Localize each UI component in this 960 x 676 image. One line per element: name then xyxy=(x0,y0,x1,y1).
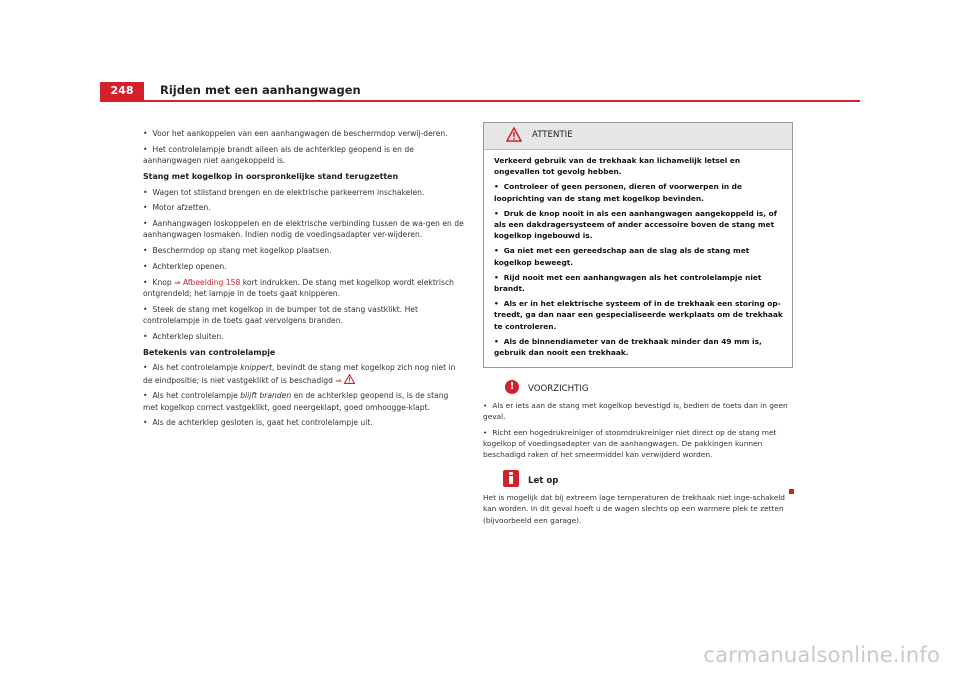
left-column xyxy=(143,128,465,433)
caution-header xyxy=(483,378,793,400)
note-text: Het is mogelijk dat bij extreem lage temperaturen de trekhaak niet inge-schakeld kan worden. In dit geval hoeft u de wagen slechts op een warmere plek te zetten (bijvoorbeeld een garage). xyxy=(483,493,786,525)
attention-intro: Verkeerd gebruik van de trekhaak kan lichamelijk letsel en ongevallen tot gevolg hebben. xyxy=(494,156,741,177)
list-item xyxy=(143,362,465,385)
attention-body xyxy=(484,150,792,367)
page-number: 248 xyxy=(110,84,134,97)
attention-title: ATTENTIE xyxy=(532,130,573,140)
caution-title: VOORZICHTIG xyxy=(528,384,589,395)
list-item-text: Als het controlelampje xyxy=(152,391,241,401)
emphasis-text: knippert xyxy=(240,363,272,373)
list-item: • Controleer of geen personen, dieren of voorwerpen in de looprichting van de stang met kogelkop bevinden. xyxy=(494,181,784,203)
emphasis-text: blijft branden xyxy=(240,391,292,401)
figure-link[interactable]: ⇒ Afbeelding 158 xyxy=(174,277,241,287)
list-item: • Druk de knop nooit in als een aanhangwagen aangekoppeld is, of als een dakdragersysteem of ander accessoire boven de stang met kogelkop ingebouwd is. xyxy=(494,208,784,242)
list-item xyxy=(143,277,465,299)
list-item-text: , bevindt de stang met kogelkop zich nog niet in de eindpositie; is niet vastgeklikt of is beschadigd xyxy=(143,363,456,385)
section-heading: Stang met kogelkop in oorspronkelijke stand terugzetten xyxy=(143,171,399,181)
section-heading: Betekenis van controlelampje xyxy=(143,347,276,357)
warning-triangle-icon xyxy=(344,374,355,384)
list-item: • Wagen tot stilstand brengen en de elektrische parkeerrem inschakelen. xyxy=(143,187,465,198)
list-item: • Het controlelampje brandt alleen als de achterklep geopend is en de aanhangwagen niet aangekoppeld is. xyxy=(143,144,465,166)
list-item: • Als er in het elektrische systeem of in de trekhaak een storing op-treedt, ga dan naar een gespecialiseerde werkplaats om de trekhaak te controleren. xyxy=(494,298,784,332)
list-item: • Beschermdop op stang met kogelkop plaatsen. xyxy=(143,245,465,256)
section-end-marker xyxy=(789,489,794,494)
reference-arrow: ⇒ xyxy=(335,375,345,385)
list-item: • Als er iets aan de stang met kogelkop bevestigd is, bedien de toets dan in geen geval. xyxy=(483,400,793,422)
attention-box xyxy=(483,122,793,368)
caution-body xyxy=(483,400,793,460)
note-body xyxy=(483,492,793,526)
warning-link[interactable] xyxy=(335,376,355,385)
list-item: • Voor het aankoppelen van een aanhangwagen de beschermdop verwij-deren. xyxy=(143,128,465,139)
right-column xyxy=(483,122,793,530)
list-item-text: en de achterklep geopend is, is de stang met kogelkop correct vastgeklikt, goed neergeklapt, goed omhoogge-klapt. xyxy=(143,391,449,412)
list-item: • Als de achterklep gesloten is, gaat het controlelampje uit. xyxy=(143,417,465,428)
info-icon xyxy=(503,470,519,487)
list-item-text: kort indrukken. De stang met kogelkop wordt elektrisch ontgrendeld; het lampje in de toets gaat knipperen. xyxy=(143,277,454,298)
list-item: • Rijd nooit met een aanhangwagen als het controlelampje niet brandt. xyxy=(494,272,784,294)
attention-header xyxy=(484,123,792,150)
page-title: Rijden met een aanhangwagen xyxy=(160,83,361,97)
warning-triangle-icon xyxy=(506,127,522,142)
watermark: carmanualsonline.info xyxy=(703,643,940,667)
list-item: • Aanhangwagen loskoppelen en de elektrische verbinding tussen de wa-gen en de aanhangwagen losmaken. Indien nodig de voedingsadapter ver-wijderen. xyxy=(143,218,465,240)
list-item: • Richt een hogedrukreiniger of stoomdrukreiniger niet direct op de stang met kogelkop of voedingsadapter van de aanhangwagen. De pakkingen kunnen beschadigd raken of het smeermiddel kan verwijderd worden. xyxy=(483,427,793,461)
list-item: • Motor afzetten. xyxy=(143,202,465,213)
list-item-text: Als het controlelampje xyxy=(152,363,241,373)
list-item: • Achterklep openen. xyxy=(143,261,465,272)
note-header xyxy=(483,470,793,492)
list-item: • Als de binnendiameter van de trekhaak minder dan 49 mm is, gebruik dan nooit een trekhaak. xyxy=(494,336,784,358)
header-divider xyxy=(100,100,860,102)
note-title: Let op xyxy=(528,476,559,487)
list-item: • Ga niet met een gereedschap aan de slag als de stang met kogelkop beweegt. xyxy=(494,245,784,267)
list-item xyxy=(143,390,465,412)
list-item-text: Knop xyxy=(152,277,175,287)
list-item: • Achterklep sluiten. xyxy=(143,331,465,342)
list-item: • Steek de stang met kogelkop in de bumper tot de stang vastklikt. Het controlelampje in de toets gaat vervolgens branden. xyxy=(143,304,465,326)
exclamation-icon: ! xyxy=(505,380,519,394)
